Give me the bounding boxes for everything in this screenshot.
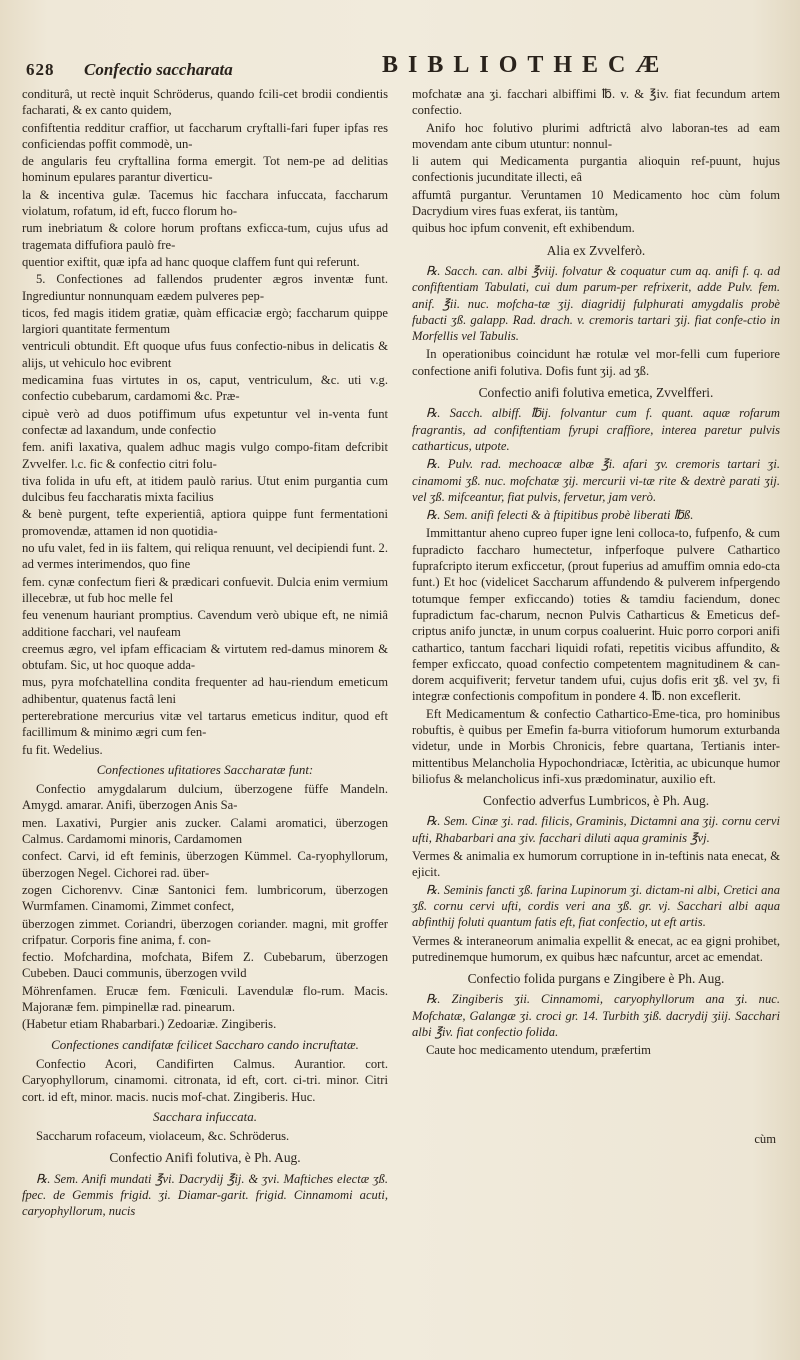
section-heading: Alia ex Zvvelferò. — [546, 242, 646, 258]
recipe-paragraph: ℞. Sem. Cinæ ʒi. rad. filicis, Graminis, Dictamni ana ʒij. cornu cervi ufti, Rhabarbari ana ʒiv. facchari diluti aqua graminis ℥vj. — [412, 814, 780, 845]
text-line: Saccharum rofaceum, violaceum, &c. Schröderus. — [36, 1129, 290, 1144]
section-heading: Confectiones candifatæ fcilicet Saccharo cando incruftatæ. — [51, 1036, 359, 1052]
left-text-line: creemus ægro, vel ipfam efficaciam & virtutem red-damus minorem & obtufam. Sic, ut hoc quoque adda- — [22, 641, 388, 673]
text-paragraph: Immittantur aheno cupreo fuper igne leni colloca-to, fufpenfo, & cum fupradicto faccharo humectetur, infperfoque pulvere Cathartico fuprafcripto iterum exficcetur, (prout fuperius ad amuffim omnia edo-cta funt.) Et hoc (videlicet Saccharum affundendo & pulverem infpergendo totumque femper exficcando) toties & tamdiu faciendum, donec fupradictum fac-charum, necnon Pulvis Catharticus & Emeticus def-criptus anifo junctæ, in unum corpus coaluerint. Huic porro corpori anifi cathartico, tantum facchari liquidi rofati, repetitis vicibus affundito, & femper exficcato, quoad confectio competentem magnitudinem & can-dorem acquifiverit; fervetur tandem ufui, cujus dofis erit ʒß. vel ʒv, fi integræ confectionis compofitum in pondere 4. ℔. non exceflerit. — [412, 526, 780, 704]
right-text-line: li autem qui Medicamenta purgantia alioquin ref-puunt, hujus confectionis jucunditate illecti, eâ — [412, 154, 780, 185]
recipe-paragraph: ℞. Seminis fancti ʒß. farina Lupinorum ʒi. dictam-ni albi, Cretici ana ʒß. cornu cervi ufti, cordis veri ana ʒß. gr. vj. Sacchari albi aqua abfinthij foluti quantum fatis eft, fiat confectio, ut eft artis. — [412, 882, 780, 930]
left-text-line: ventriculi obtundit. Eft quoque ufus fuus confectio-nibus in delicatis & alijs, ut vehiculo hoc evibrent — [22, 339, 388, 370]
left-text-line: medicamina fuas virtutes in os, caput, ventriculum, &c. uti v.g. confectio cubebarum, cardamomi &c. Præ- — [22, 373, 388, 404]
list-text-line: (Habetur etiam Rhabarbari.) Zedoariæ. Zingiberis. — [22, 1017, 277, 1032]
left-text-line: fu fit. Wedelius. — [22, 742, 103, 757]
running-title: Confectio saccharata — [84, 60, 233, 79]
right-text-line: Anifo hoc folutivo plurimi adftrictâ alvo laboran-tes ad eam movendam ante cibum utuntur: nonnul- — [412, 120, 780, 151]
left-text-line: perterebratione mercurius vitæ vel tartarus emeticus inditur, quod eft facillimum & minimo ægri cum fen- — [22, 708, 388, 740]
left-text-line: de angularis feu cryftallina forma emergit. Tot nem-pe ad delitias hominum epulares parantur diverticu- — [22, 154, 388, 185]
left-text-line: quentior exiftit, quæ ipfa ad hanc quoque claffem funt qui referunt. — [22, 254, 360, 269]
text-paragraph: Vermes & animalia ex humorum corruptione in in-teftinis nata enecat, & ejicit. — [412, 849, 780, 880]
recipe-paragraph: ℞. Sacch. albiff. ℔ij. folvantur cum f. quant. aquæ rofarum fragrantis, ad confiftentiam fyrupi craffiore, interea paretur pulvis catharticus, utpote. — [412, 406, 780, 453]
list-text-line: überzogen zimmet. Coriandri, überzogen coriander. magni, mit groffer crifpatur. Corporis fine anima, f. con- — [22, 916, 388, 947]
left-text-line: mus, pyra mofchatellina condita frequenter ad hau-riendum emeticum adhibentur, quatenus factâ leni — [22, 675, 388, 706]
text-paragraph: Eft Medicamentum & confectio Cathartico-Eme-tica, pro hominibus robuftis, è quibus per Emefin fa-burra vitioforum humorum exturbanda videtur, unde in Morbis Chronicis, febre quartana, Tertianis inter-mittentibus Melancholia Hypochondriacæ, Ictèritia, ac ubicunque humor biliofus & melancholicus infi-xus prædominatur, auxilio eft. — [412, 706, 780, 786]
left-text-line: ticos, fed magis itidem gratiæ, quàm efficaciæ ergò; faccharum quippe largiori quantitate fermentum — [22, 305, 388, 337]
recipe-paragraph: ℞. Zingiberis ʒii. Cinnamomi, caryophyllorum ana ʒi. nuc. Mofchatæ, Galangæ ʒi. croci gr. 14. Turbith ʒiß. dacrydij ʒiij. Sacchari albi ℥iv. fiat confectio folida. — [412, 992, 780, 1040]
section-heading: Sacchara infuccata. — [153, 1108, 257, 1124]
right-column — [412, 86, 780, 1060]
page-number: 628 — [26, 60, 55, 79]
section-heading: Confectio Anifi folutiva, è Ph. Aug. — [109, 1150, 301, 1166]
left-text-line: feu venenum hauriant promptius. Cavendum verò ubique eft, ne nimiâ additione facchari, vel naufeam — [22, 608, 388, 639]
text-paragraph: Vermes & interaneorum animalia expellit & enecat, ac ea gigni prohibet, putredinemque humorum, ex quibus hæc nafcuntur, arcet ac emendat. — [412, 933, 780, 964]
left-column — [22, 86, 388, 1222]
left-text-line: rum inebriatum & colore horum proftans exficca-tum, cujus ufus ad tragemata diffufiora paulò fre- — [22, 221, 388, 252]
section-heading: Confectio adverfus Lumbricos, è Ph. Aug. — [482, 793, 710, 809]
text-paragraph: In operationibus coincidunt hæ rotulæ vel mor-felli cum fuperiore confectione anifi folutiva. Dofis funt ʒij. ad ʒß. — [412, 347, 780, 378]
section-heading: Confectio folida purgans e Zingibere è Ph. Aug. — [467, 971, 725, 987]
list-text-line: Möhrenfamen. Erucæ fem. Fœniculi. Lavendulæ flo-rum. Macis. Majoranæ fem. pimpinellæ rad. pinearum. — [22, 983, 388, 1015]
left-text-line: la & incentiva gulæ. Tacemus hic facchara infuccata, faccharum violatum, rofatum, id eft, fucco florum ho- — [22, 187, 388, 219]
right-text-line: affumtâ purgantur. Veruntamen 10 Medicamento hoc cùm folum Dacrydium vires fuas exferat, iis tantùm, — [412, 187, 780, 219]
list-text-line: fectio. Mofchardina, mofchata, Bifem Z. Cubebarum, überzogen Cubeben. Dauci communis, überzogen vvild — [22, 950, 388, 981]
section-heading: Confectiones ufitatiores Saccharatæ funt: — [96, 761, 314, 777]
page-header — [22, 50, 778, 84]
left-text-line: & benè purgent, tefte experientiâ, aptiora quippe funt fermentationi promovendæ, attamen id non quotidia- — [22, 507, 388, 538]
left-text-line: fem. anifi laxativa, qualem adhuc magis vulgo compo-fitam defcribit Zvvelfer. l.c. fic & confectio citri folu- — [22, 440, 388, 471]
recipe-paragraph: ℞. Sacch. can. albi ℥viij. folvatur & coquatur cum aq. anifi f. q. ad confiftentiam Tabulati, cui dum parum-per refrixerit, adde Pulv. fem. anif. ℥ii. nuc. mofcha-tæ ʒij. diagridij fulphurati amygdalis probè fubacti ʒß. galapp. Rad. drach. v. cremoris tartari ʒij. fiat confe-ctio in Morfellis vel Tabulis. — [412, 263, 780, 344]
left-text-line: fem. cynæ confectum fieri & prædicari confuevit. Dulcia enim vermium illecebræ, ut fub hoc melle fel — [22, 574, 388, 605]
left-text-line: conditurâ, ut rectè inquit Schröderus, quando fcili-cet brodii condientis facharati, & ex canto quidem, — [22, 87, 388, 118]
left-text-line: 5. Confectiones ad fallendos prudenter ægros inventæ funt. Ingrediuntur nonnunquam eædem pulveres pep- — [22, 272, 388, 303]
right-text-line: quibus hoc ipfum convenit, eft exhibendum. — [412, 221, 635, 236]
list-paragraph: Confectio Acori, Candifirten Calmus. Aurantior. cort. Caryophyllorum, cinamomi. citronata, id eft, cort. ci-tri. minor. Citri cort. id eft, minor. macis. nucis mof-chat. Zingiberis. Huc. — [22, 1056, 388, 1104]
catchword: cùm — [754, 1132, 776, 1146]
left-text-line: tiva folida in ufu eft, at itidem paulò rarius. Utut enim purgantia cum dulcibus feu faccharatis mixta facilius — [22, 473, 388, 505]
left-text-line: cipuè verò ad duos potiffimum ufus expetuntur vel in-venta funt confectæ ad laxandum, unde confectio — [22, 406, 388, 437]
left-text-line: no ufu valet, fed in iis faltem, qui reliqua renuunt, vel decipiendi funt. 2. ad vermes interimendos, quo fine — [22, 541, 388, 572]
header-title: BIBLIOTHECÆ — [382, 52, 670, 78]
left-text-line: confiftentia redditur craffior, ut faccharum cryftalli-fari fuper ipfas res conficiendas poffit commodè, un- — [22, 120, 388, 151]
list-text-line: Confectio amygdalarum dulcium, überzogene füffe Mandeln. Amygd. amarar. Anifi, überzogen Anis Sa- — [22, 782, 388, 813]
recipe-paragraph: ℞. Sem. anifi felecti & à ftipitibus probè liberati ℔ß. — [426, 508, 694, 523]
list-text-line: confect. Carvi, id eft feminis, überzogen Kümmel. Ca-ryophyllorum, überzogen Negel. Cichorei rad. über- — [22, 849, 388, 880]
text-paragraph: Caute hoc medicamento utendum, præfertim — [426, 1043, 651, 1058]
list-text-line: men. Laxativi, Purgier anis zucker. Calami aromatici, überzogen Calmus. Cardamomi minoris, Cardamomen — [22, 815, 388, 847]
recipe-paragraph: ℞. Pulv. rad. mechoacæ albæ ℥i. afari ʒv. cremoris tartari ʒi. cinamomi ʒß. nuc. mofchatæ ʒij. mercurii vi-tæ rite & dextrè parati ʒij. vel ʒß. mifceantur, fiat pulvis, fervetur, jam verò. — [412, 457, 780, 504]
recipe-paragraph: ℞. Sem. Anifi mundati ℥vi. Dacrydij ℥ij. & ʒvi. Maftiches electæ ʒß. fpec. de Gemmis frigid. ʒi. Diamar-garit. frigid. Cinnamomi acuti, caryophyllorum, nucis — [22, 1171, 388, 1219]
section-heading: Confectio anifi folutiva emetica, Zvvelfferi. — [478, 385, 714, 401]
right-text-line: mofchatæ ana ʒi. facchari albiffimi ℔. v. & ℥iv. fiat fecundum artem confectio. — [412, 87, 780, 118]
list-text-line: zogen Cichorenvv. Cinæ Santonici fem. lumbricorum, überzogen Wurmfamen. Cinamomi, Zimmet confect, — [22, 882, 388, 914]
